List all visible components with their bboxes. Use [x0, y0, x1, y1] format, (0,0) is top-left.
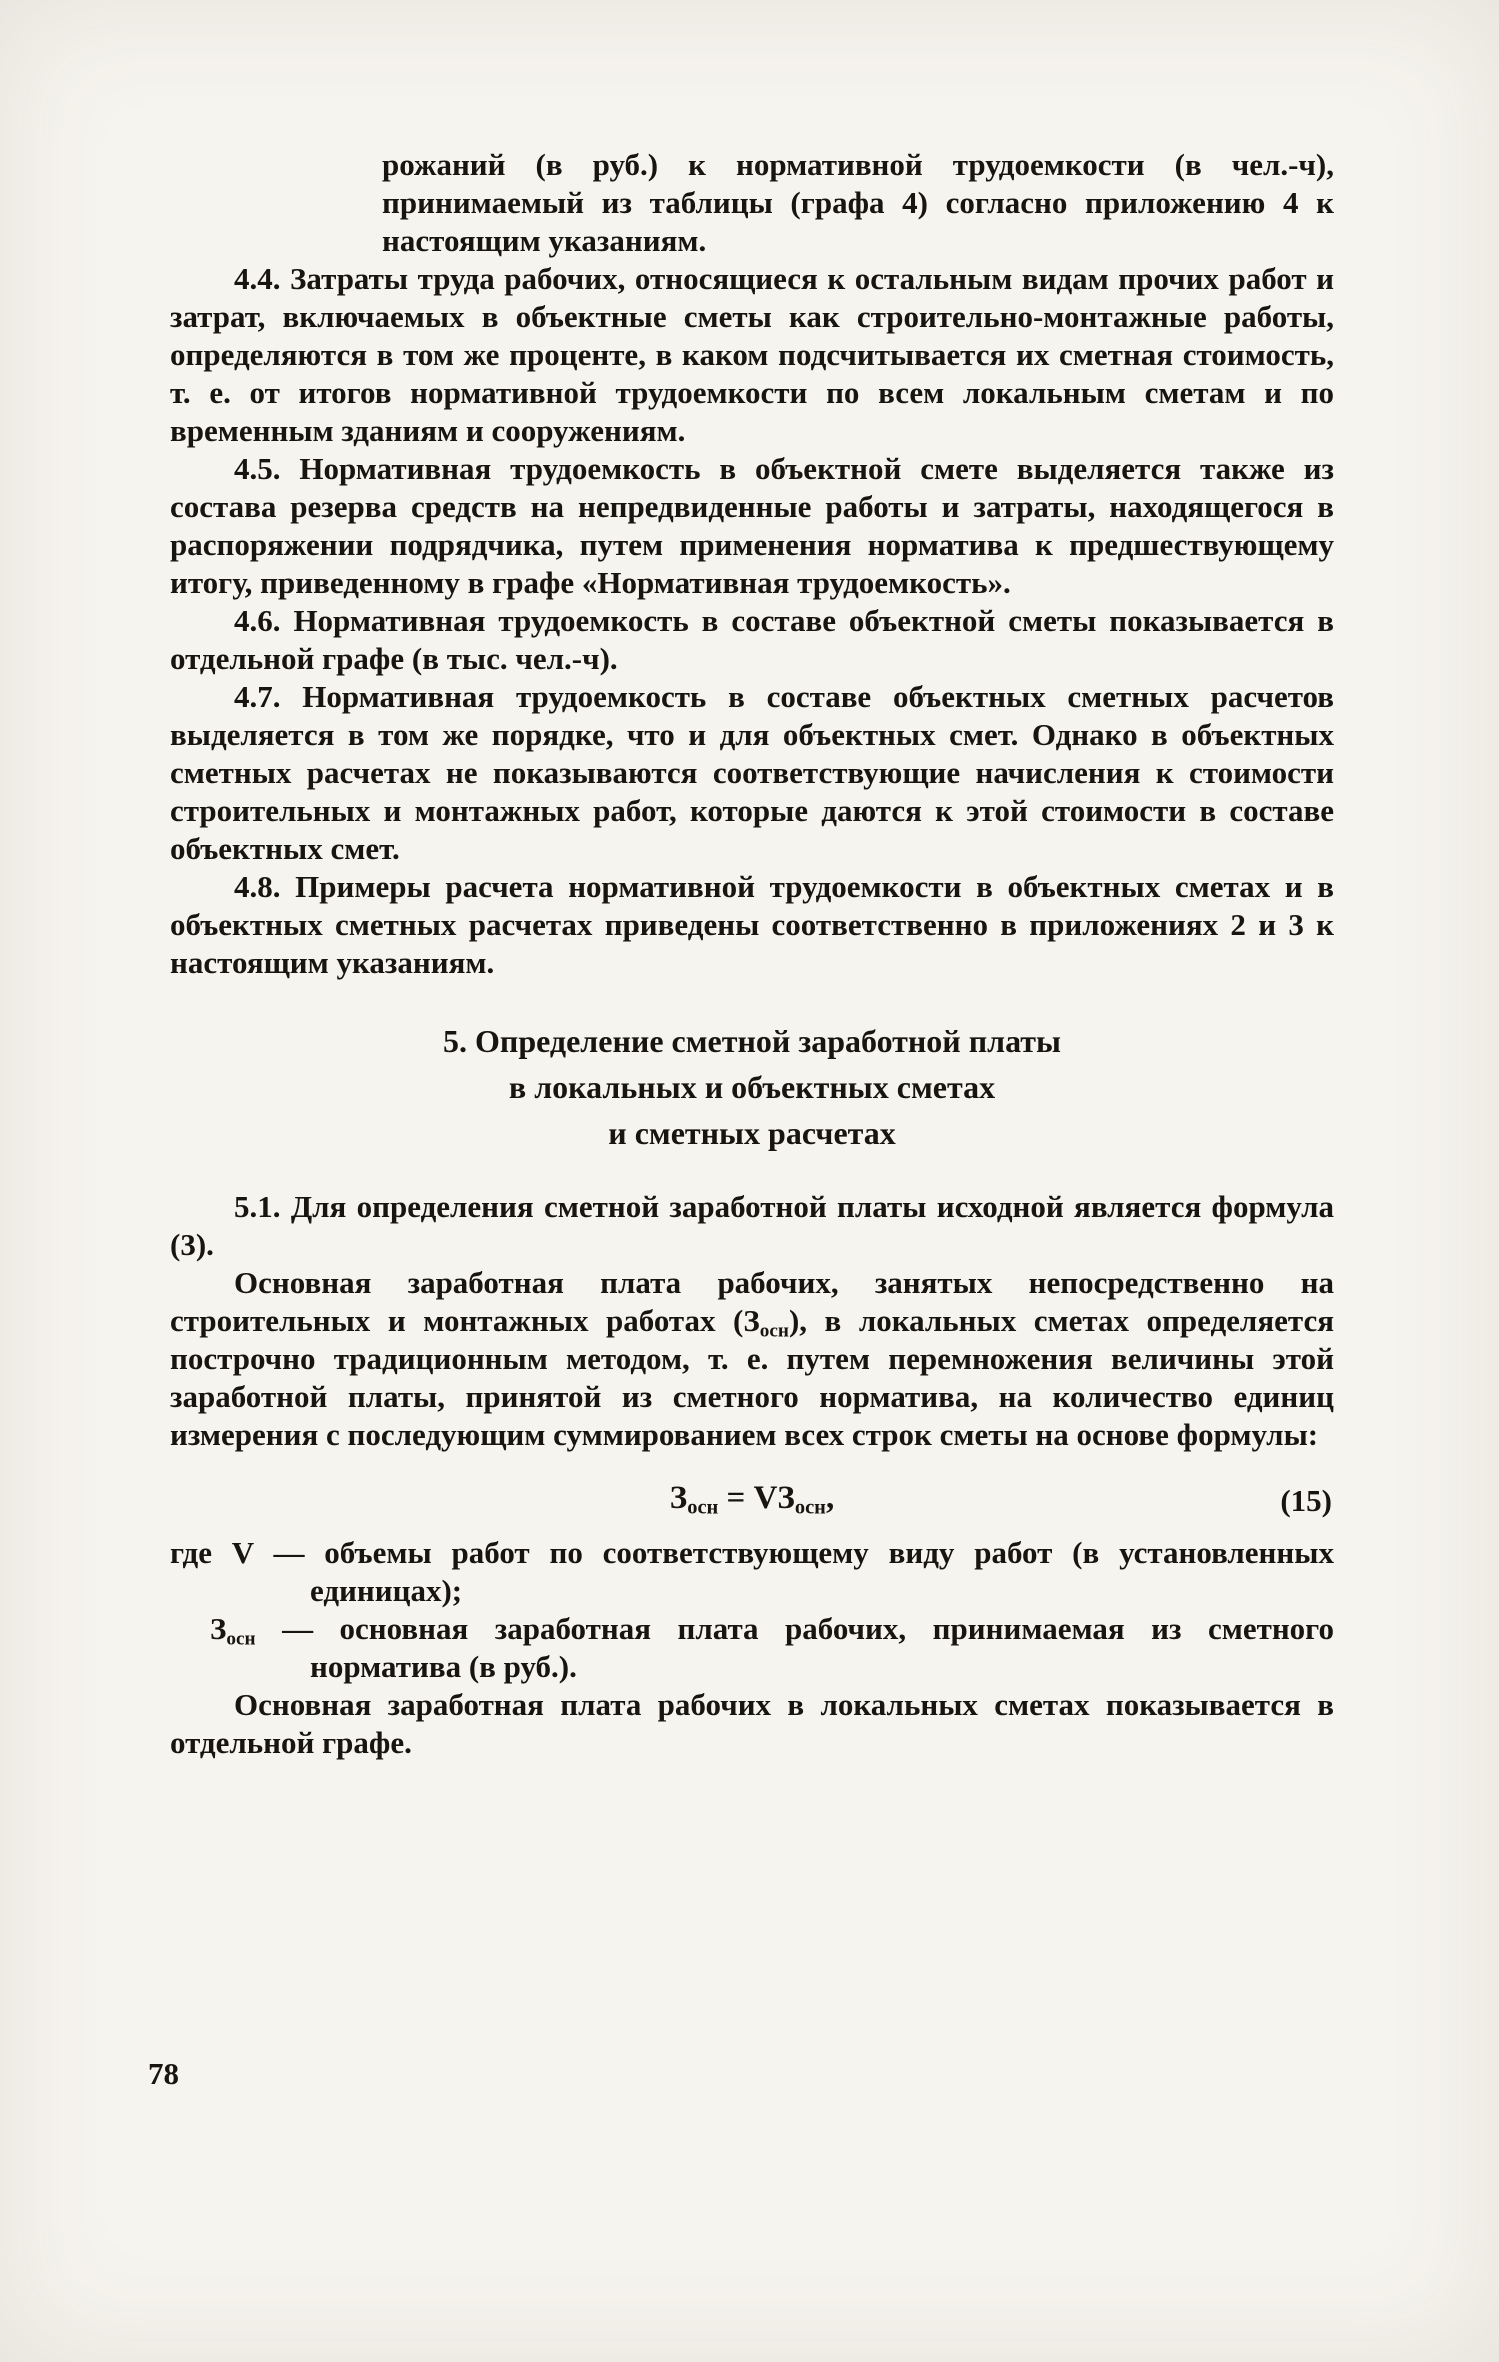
formula-tail: , — [825, 1480, 835, 1516]
formula-lhs-subscript: осн — [687, 1496, 719, 1519]
paragraph-4-5 — [170, 450, 1334, 602]
paragraph-text: Для определения сметной заработной платы исходной является формула (3). — [170, 1189, 1334, 1262]
section-heading-5 — [170, 1018, 1334, 1156]
paragraph-4-4 — [170, 260, 1334, 450]
definition-label: где V — — [170, 1535, 325, 1570]
formula-15 — [170, 1476, 1334, 1520]
paragraph-4-6 — [170, 602, 1334, 678]
closing-paragraph — [170, 1686, 1334, 1762]
paragraph-text: Нормативная трудоемкость в составе объектных сметных расчетов выделяется в том же порядке, что и для объектных смет. Однако в объектных сметных расчетах не показываются соответствующие начисления к стоимости строительных и монтажных работ, которые даются к этой стоимости в составе объектных смет. — [170, 679, 1334, 866]
section-heading-line-3: и сметных расчетах — [608, 1115, 896, 1151]
paragraph-5-1 — [170, 1188, 1334, 1264]
paragraph-number: 4.4. — [234, 261, 281, 296]
paragraph-4-8 — [170, 868, 1334, 982]
continuation-text: рожаний (в руб.) к нормативной трудоемкости (в чел.-ч), принимаемый из таблицы (графа 4) согласно приложению 4 к настоящим указаниям. — [382, 147, 1334, 258]
definition-v — [170, 1534, 1334, 1610]
paragraph-text: Затраты труда рабочих, относящиеся к остальным видам прочих работ и затрат, включаемых в объектные сметы как строительно-монтажные работы, определяются в том же проценте, в каком подсчитывается их сметная стоимость, т. е. от итогов нормативной трудоемкости по всем локальным сметам и по временным зданиям и сооружениям. — [170, 261, 1334, 448]
paragraph-text: ), в локальных сметах определяется построчно традиционным методом, т. е. путем перемножения величины этой заработной платы, принятой из сметного норматива, на количество единиц измерения с последующим суммированием всех строк сметы на основе формулы: — [170, 1303, 1334, 1452]
continuation-paragraph — [382, 146, 1334, 260]
definition-text: объемы работ по соответствующему виду работ (в установленных единицах); — [310, 1535, 1334, 1608]
definition-z-osn — [170, 1610, 1334, 1686]
paragraph-number: 4.6. — [234, 603, 281, 638]
paragraph-5-1-body — [170, 1264, 1334, 1454]
paragraph-4-7 — [170, 678, 1334, 868]
section-heading-line-2: в локальных и объектных сметах — [508, 1069, 996, 1105]
paragraph-number: 4.7. — [234, 679, 281, 714]
paragraph-number: 4.5. — [234, 451, 281, 486]
paragraph-number: 4.8. — [234, 869, 281, 904]
section-heading-line-1: 5. Определение сметной заработной платы — [443, 1023, 1061, 1059]
subscript-osn: осн — [226, 1628, 256, 1650]
paragraph-text: Нормативная трудоемкость в составе объектной сметы показывается в отдельной графе (в тыс. чел.-ч). — [170, 603, 1334, 676]
definition-label: З — [210, 1611, 227, 1646]
paragraph-text: Нормативная трудоемкость в объектной смете выделяется также из состава резерва средств на непредвиденные работы и затраты, находящегося в распоряжении подрядчика, путем применения норматива к предшествующему итогу, приведенному в графе «Нормативная трудоемкость». — [170, 451, 1334, 600]
page-number: 78 — [148, 2056, 179, 2091]
paragraph-text: Основная заработная плата рабочих в локальных сметах показывается в отдельной графе. — [170, 1687, 1334, 1760]
paragraph-text: Основная заработная плата рабочих, занятых непосредственно на строительных и монтажных работах (З — [170, 1265, 1334, 1338]
formula-rhs-subscript: осн — [794, 1496, 826, 1519]
definition-text: — основная заработная плата рабочих, принимаемая из сметного норматива (в руб.). — [255, 1611, 1334, 1684]
subscript-osn: осн — [759, 1320, 789, 1342]
formula-number: (15) — [1280, 1483, 1332, 1518]
formula-equals: = VЗ — [718, 1480, 795, 1516]
paragraph-text: Примеры расчета нормативной трудоемкости в объектных сметах и в объектных сметных расчетах приведены соответственно в приложениях 2 и 3 к настоящим указаниям. — [170, 869, 1334, 980]
text-block — [170, 146, 1334, 1762]
paragraph-number: 5.1. — [234, 1189, 281, 1224]
formula-lhs: З — [669, 1480, 688, 1516]
